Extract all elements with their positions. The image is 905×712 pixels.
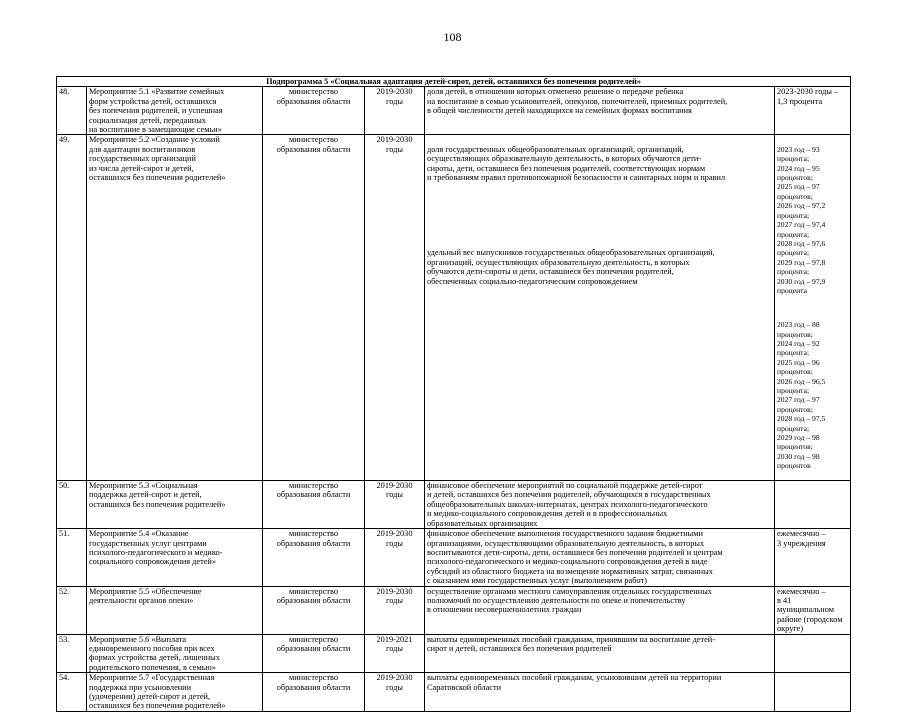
executor: министерство образования области (263, 481, 365, 529)
row-number: 49. (57, 135, 87, 481)
event-name: Мероприятие 5.2 «Создание условий для адаптации воспитанников государственных организаций из числа детей-сирот и детей, оставшихся без попечения родителей» (87, 135, 263, 481)
indicator-value (775, 481, 851, 529)
period: 2019-2030 годы (365, 673, 425, 712)
subprogram-title: Подпрограмма 5 «Социальная адаптация детей-сирот, детей, оставшихся без попечения родителей» (57, 77, 851, 87)
executor: министерство образования области (263, 135, 365, 481)
indicator-spacer (427, 192, 772, 239)
event-name: Мероприятие 5.1 «Развитие семейных форм устройства детей, оставшихся без попечения родителей, и успешная социализация детей, переданных на воспитание в замещающие семьи» (87, 87, 263, 135)
period: 2019-2030 годы (365, 135, 425, 481)
table-row (57, 481, 851, 529)
indicator-value-cell (775, 135, 851, 481)
indicator-cell (425, 135, 775, 481)
event-name: Мероприятие 5.7 «Государственная поддержка при усыновлении (удочерении) детей-сирот и детей, оставшихся без попечения родителей» (87, 673, 263, 712)
table-row (57, 673, 851, 712)
executor: министерство образования области (263, 673, 365, 712)
row-number: 53. (57, 634, 87, 673)
table-row (57, 529, 851, 586)
event-name: Мероприятие 5.5 «Обеспечение деятельности органов опеки» (87, 586, 263, 634)
indicator-value: ежемесячно – в 41 муниципальном районе (городском округе) (775, 586, 851, 634)
executor: министерство образования области (263, 87, 365, 135)
period: 2019-2030 годы (365, 87, 425, 135)
executor: министерство образования области (263, 634, 365, 673)
indicator: осуществление органами местного самоуправления отдельных государственных полномочий по осуществлению деятельности по опеке и попечительству в отношении несовершеннолетних граждан (425, 586, 775, 634)
event-name: Мероприятие 5.6 «Выплата единовременного пособия при всех формах устройства детей, лишенных родительского попечения, в семью» (87, 634, 263, 673)
row-number: 50. (57, 481, 87, 529)
subprogram-header-row (57, 77, 851, 87)
row-number: 51. (57, 529, 87, 586)
page-number: 108 (443, 30, 462, 44)
indicator-secondary: удельный вес выпускников государственных общеобразовательных организаций, организаций, осуществляющих образовательную деятельность, в которых обучаются дети-сироты и дети, оставшиеся без попечения родителей, обеспеченных социально-педагогическим сопровождением (427, 248, 715, 286)
value-spacer (777, 305, 848, 311)
executor: министерство образования области (263, 529, 365, 586)
indicator: выплаты единовременных пособий гражданам, принявшим на воспитание детей- сирот и детей, оставшихся без попечения родителей (425, 634, 775, 673)
event-name: Мероприятие 5.3 «Социальная поддержка детей-сирот и детей, оставшихся без попечения родителей» (87, 481, 263, 529)
row-number: 52. (57, 586, 87, 634)
indicator-value: 2023-2030 годы – 1,3 процента (775, 87, 851, 135)
executor: министерство образования области (263, 586, 365, 634)
indicator: финансовое обеспечение выполнения государственного задания бюджетными организациями, осуществляющими образовательную деятельность, в которых воспитываются дети-сироты, дети, оставшиеся без попечения родителей и центрам психолого-педагогического и медико-социального сопровождения детей в виде субсидий из областного бюджета на возмещение нормативных затрат, связанных с оказанием ими государственных услуг (выполнением работ) (425, 529, 775, 586)
indicator-value: ежемесячно – 3 учреждения (775, 529, 851, 586)
indicator: финансовое обеспечение мероприятий по социальной поддержке детей-сирот и детей, оставшихся без попечения родителей, обучающихся в государственных общеобразовательных школах-интернатах, центрах психолого-педагогического и медико-социального сопровождения детей и в профессиональных образовательных организациях (425, 481, 775, 529)
program-table (56, 76, 851, 712)
period: 2019-2030 годы (365, 586, 425, 634)
table-row (57, 87, 851, 135)
indicator-value: 2023 год – 93 процента; 2024 год – 95 процентов; 2025 год – 97 процентов; 2026 год – 97,2 процента; 2027 год – 97,4 процента; 2028 год – 97,6 процента; 2029 год – 97,8 процента; 2030 год – 97,9 процента (777, 144, 826, 295)
table-row (57, 135, 851, 481)
period: 2019-2021 годы (365, 634, 425, 673)
event-name: Мероприятие 5.4 «Оказание государственных услуг центрами психолого-педагогического и медико- социального сопровождения детей» (87, 529, 263, 586)
period: 2019-2030 годы (365, 529, 425, 586)
indicator: доля детей, в отношении которых отменено решение о передаче ребенка на воспитание в семью усыновителей, опекунов, попечителей, приемных родителей, в общей численности детей находящихся на семейных формах воспитания (425, 87, 775, 135)
indicator: доля государственных общеобразовательных организаций, организаций, осуществляющих образовательную деятельность, в которых обучаются дети- сироты, дети, оставшиеся без попечения родителей, соответствующих нормам и требованиям правил противопожарной безопасности и санитарных норм и правил (427, 144, 726, 183)
indicator-value-secondary: 2023 год – 88 процентов; 2024 год – 92 процента; 2025 год – 96 процентов; 2026 год – 96,5 процента; 2027 год – 97 процентов; 2028 год – 97,5 процента; 2029 год – 98 процентов; 2030 год – 98 процентов (777, 320, 826, 471)
indicator: выплаты единовременных пособий гражданам, усыновившим детей на территории Саратовской области (425, 673, 775, 712)
row-number: 54. (57, 673, 87, 712)
table-row (57, 586, 851, 634)
period: 2019-2030 годы (365, 481, 425, 529)
row-number: 48. (57, 87, 87, 135)
indicator-value (775, 673, 851, 712)
